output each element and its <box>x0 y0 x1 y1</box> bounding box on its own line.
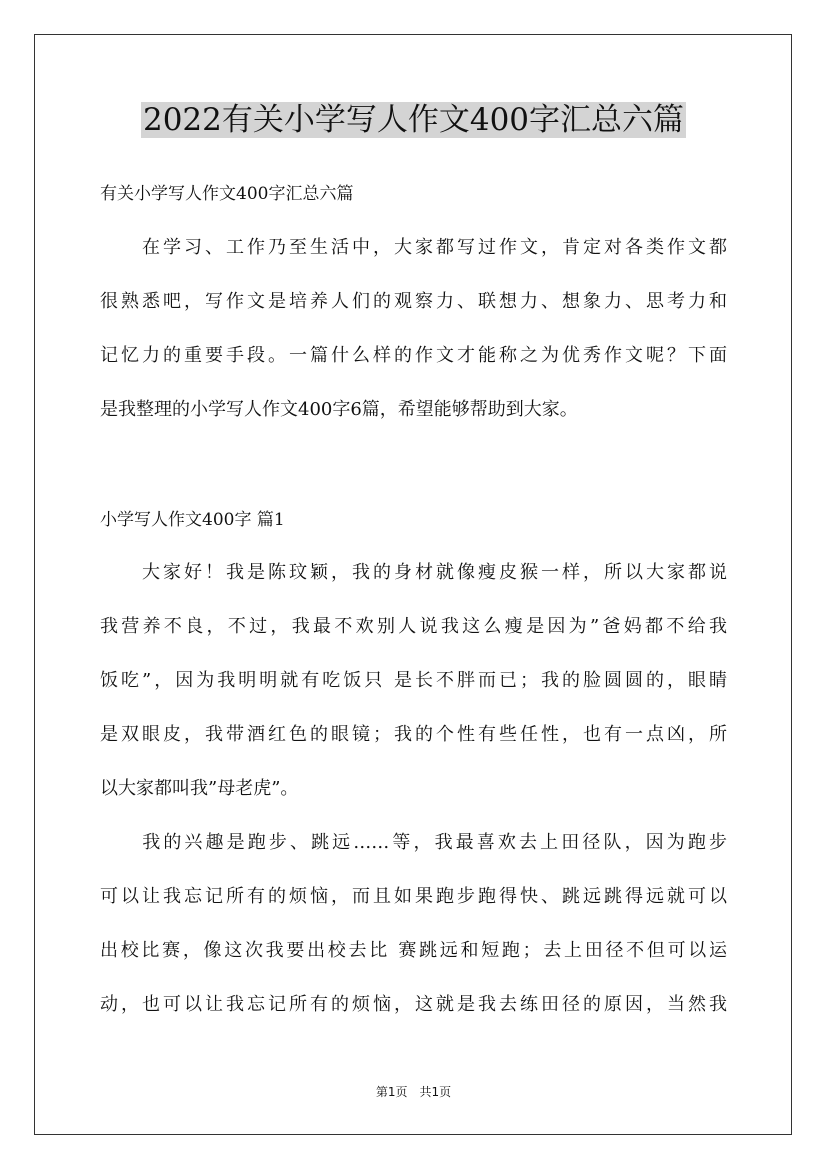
para1-line-5: 以大家都叫我”母老虎”。 <box>100 778 299 799</box>
para2-line-4: 动，也可以让我忘记所有的烦恼，这就是我去练田径的原因，当然我 <box>100 994 727 1015</box>
para2-line-3: 出校比赛，像这次我要出校去比 赛跳远和短跑；去上田径不但可以运 <box>100 940 727 961</box>
page-footer: 第1页 共1页 <box>375 1085 452 1099</box>
intro-line-4: 是我整理的小学写人作文400字6篇，希望能够帮助到大家。 <box>100 399 578 420</box>
document-subtitle: 有关小学写人作文400字汇总六篇 <box>100 184 354 204</box>
para1-line-2: 我营养不良，不过，我最不欢别人说我这么瘦是因为”爸妈都不给我 <box>100 616 727 637</box>
para2-line-1: 我的兴趣是跑步、跳远……等，我最喜欢去上田径队，因为跑步 <box>100 832 727 853</box>
para1-line-1: 大家好！我是陈玟颖，我的身材就像瘦皮猴一样，所以大家都说 <box>100 562 727 583</box>
para1-line-4: 是双眼皮，我带酒红色的眼镜；我的个性有些任性，也有一点凶，所 <box>100 724 727 745</box>
section-heading: 小学写人作文400字 篇1 <box>100 510 285 530</box>
intro-line-3: 记忆力的重要手段。一篇什么样的作文才能称之为优秀作文呢？下面 <box>100 345 727 366</box>
para1-line-3: 饭吃”，因为我明明就有吃饭只 是长不胖而已；我的脸圆圆的，眼睛 <box>100 670 727 691</box>
para2-line-2: 可以让我忘记所有的烦恼，而且如果跑步跑得快、跳远跳得远就可以 <box>100 886 727 907</box>
document-title: 2022有关小学写人作文400字汇总六篇 <box>142 102 685 138</box>
intro-line-1: 在学习、工作乃至生活中，大家都写过作文，肯定对各类作文都 <box>100 237 727 258</box>
intro-line-2: 很熟悉吧，写作文是培养人们的观察力、联想力、想象力、思考力和 <box>100 291 727 312</box>
